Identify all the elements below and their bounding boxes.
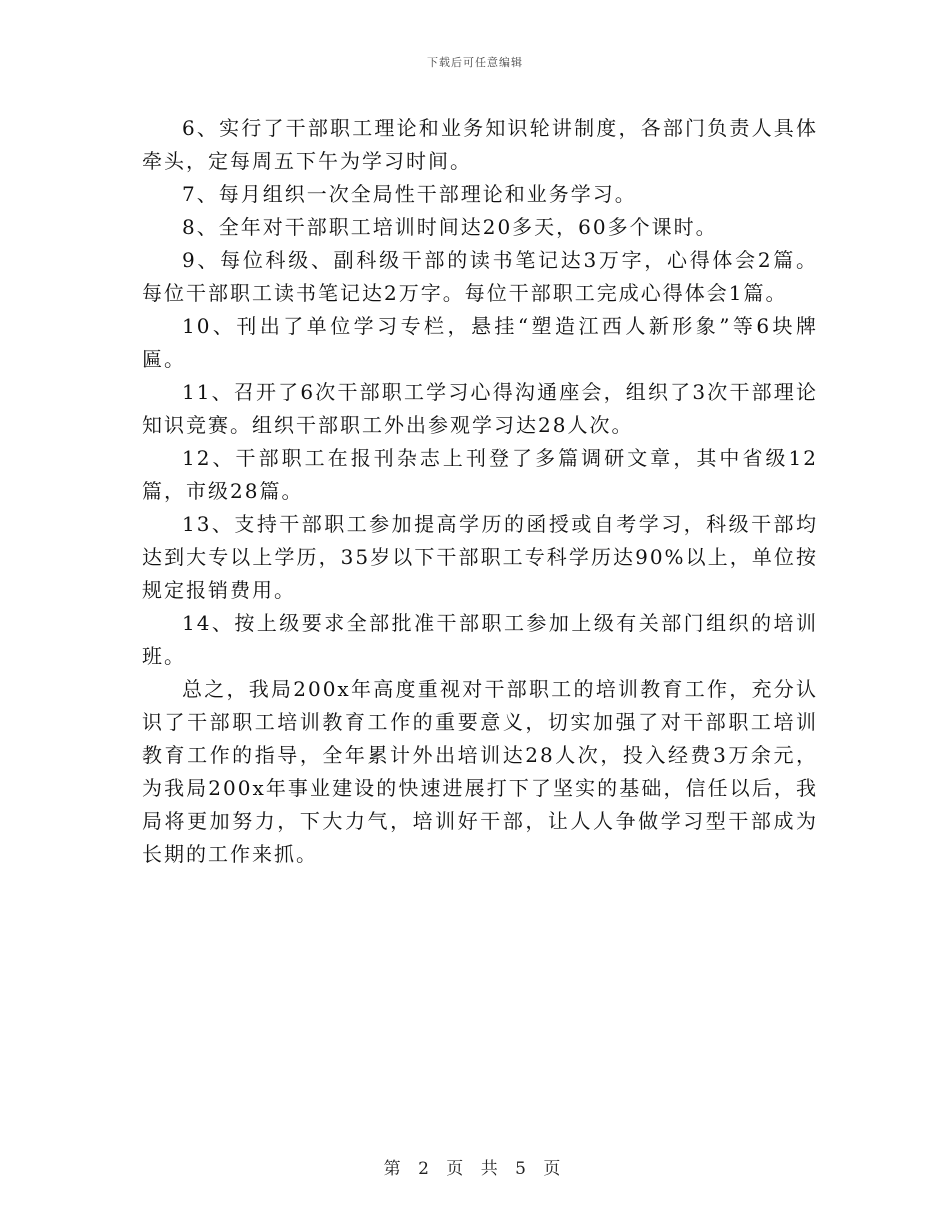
paragraph-item-10: 10、刊出了单位学习专栏，悬挂“塑造江西人新形象”等6块牌匾。 <box>142 314 818 371</box>
paragraph-summary: 总之，我局200x年高度重视对干部职工的培训教育工作，充分认识了干部职工培训教育工作的重要意义，切实加强了对干部职工培训教育工作的指导，全年累计外出培训达28人次，投入经费3万余元，为我局200x年事业建设的快速进展打下了坚实的基础，信任以后，我局将更加努力，下大力气，培训好干部，让人人争做学习型干部成为长期的工作来抓。 <box>142 677 818 866</box>
document-body <box>142 112 818 871</box>
paragraph-item-6: 6、实行了干部职工理论和业务知识轮讲制度，各部门负责人具体牵头，定每周五下午为学习时间。 <box>142 116 818 173</box>
paragraph-item-13: 13、支持干部职工参加提高学历的函授或自考学习，科级干部均达到大专以上学历，35岁以下干部职工专科学历达90%以上，单位按规定报销费用。 <box>142 512 818 602</box>
paragraph-item-14: 14、按上级要求全部批准干部职工参加上级有关部门组织的培训班。 <box>142 611 818 668</box>
header-note: 下载后可任意编辑 <box>427 56 523 69</box>
paragraph-item-11: 11、召开了6次干部职工学习心得沟通座会，组织了3次干部理论知识竞赛。组织干部职工外出参观学习达28人次。 <box>142 380 818 437</box>
page-number-footer: 第 2 页 共 5 页 <box>383 1159 567 1179</box>
paragraph-item-12: 12、干部职工在报刊杂志上刊登了多篇调研文章，其中省级12篇，市级28篇。 <box>142 446 818 503</box>
paragraph-item-7: 7、每月组织一次全局性干部理论和业务学习。 <box>182 182 637 206</box>
paragraph-item-9: 9、每位科级、副科级干部的读书笔记达3万字，心得体会2篇。每位干部职工读书笔记达2万字。每位干部职工完成心得体会1篇。 <box>142 248 818 305</box>
paragraph-item-8: 8、全年对干部职工培训时间达20多天，60多个课时。 <box>182 215 718 239</box>
